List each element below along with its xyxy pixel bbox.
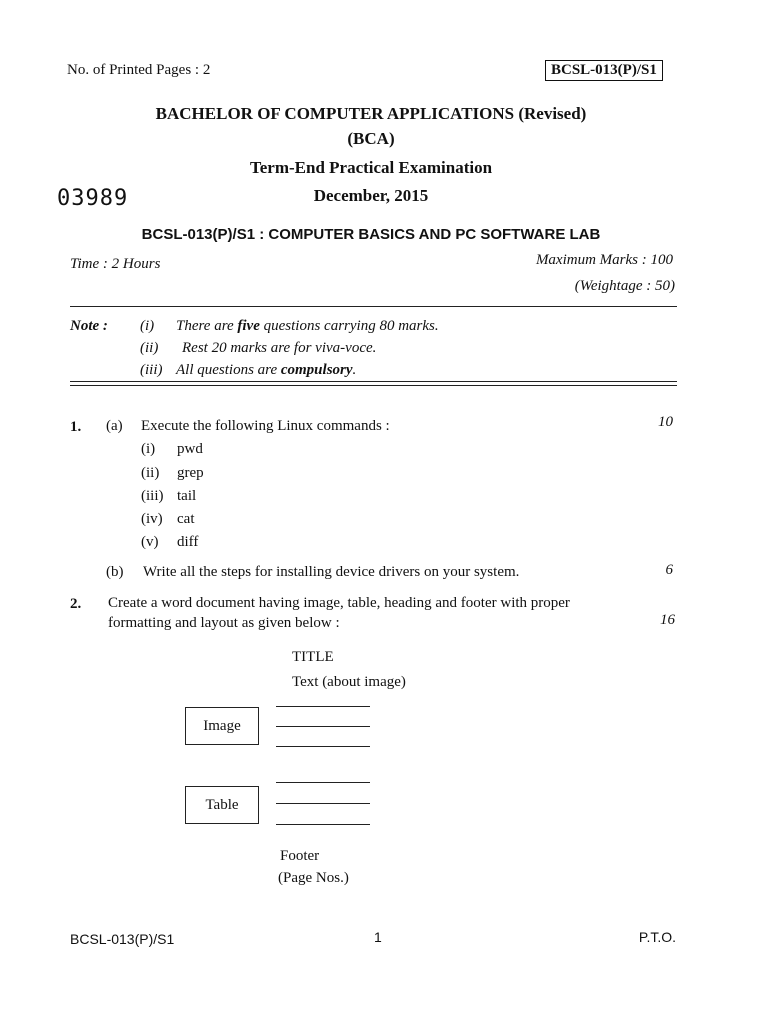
exam-date: December, 2015: [313, 186, 429, 205]
question-text: Write all the steps for installing device drivers on your system.: [143, 564, 520, 580]
divider: [70, 385, 677, 386]
pto: P.T.O.: [638, 929, 676, 945]
question-text: formatting and layout as given below :: [108, 615, 340, 631]
text-line: [276, 706, 370, 707]
layout-page-nos: (Page Nos.): [278, 870, 349, 886]
layout-footer: Footer: [280, 848, 320, 864]
table-box: Table: [185, 786, 259, 824]
time-allowed: Time : 2 Hours: [70, 256, 161, 272]
part-label: (a): [106, 418, 123, 434]
note-item: (i) There are five questions carrying 80 marks.: [140, 318, 439, 334]
note-item: (iii) All questions are compulsory.: [140, 362, 357, 378]
text-line: [276, 726, 370, 727]
list-item: (iv) cat: [141, 511, 195, 527]
marks: 16: [660, 612, 675, 628]
divider: [70, 381, 677, 382]
text-line: [276, 782, 370, 783]
marks: 6: [665, 562, 673, 578]
question-number: 1.: [70, 419, 82, 435]
layout-title: TITLE: [292, 649, 334, 665]
image-box: Image: [185, 707, 259, 745]
serial-number: 03989: [57, 186, 129, 211]
marks: 10: [658, 414, 673, 430]
layout-text: Text (about image): [292, 674, 406, 690]
note-label: Note :: [70, 318, 108, 334]
question-number: 2.: [70, 596, 82, 612]
maximum-marks: Maximum Marks : 100: [535, 252, 673, 268]
footer-code: BCSL-013(P)/S1: [70, 931, 175, 947]
course-title: BCSL-013(P)/S1 : COMPUTER BASICS AND PC SOFTWARE LAB: [141, 226, 601, 243]
weightage: (Weightage : 50): [574, 278, 675, 294]
programme-abbrev: (BCA): [347, 129, 395, 148]
text-line: [276, 746, 370, 747]
list-item: (iii) tail: [141, 488, 197, 504]
programme-title: BACHELOR OF COMPUTER APPLICATIONS (Revised): [155, 104, 587, 123]
page-number: 1: [374, 929, 382, 945]
part-label: (b): [106, 564, 124, 580]
list-item: (i) pwd: [141, 441, 203, 457]
question-text: Execute the following Linux commands :: [141, 418, 390, 434]
text-line: [276, 803, 370, 804]
text-line: [276, 824, 370, 825]
printed-pages: No. of Printed Pages : 2: [67, 62, 211, 78]
divider: [70, 306, 677, 307]
note-item: (ii) Rest 20 marks are for viva-voce.: [140, 340, 377, 356]
exam-title: Term-End Practical Examination: [249, 158, 493, 177]
list-item: (ii) grep: [141, 465, 204, 481]
question-text: Create a word document having image, table, heading and footer with proper: [108, 595, 570, 611]
paper-code-box: BCSL-013(P)/S1: [545, 60, 663, 81]
list-item: (v) diff: [141, 534, 199, 550]
